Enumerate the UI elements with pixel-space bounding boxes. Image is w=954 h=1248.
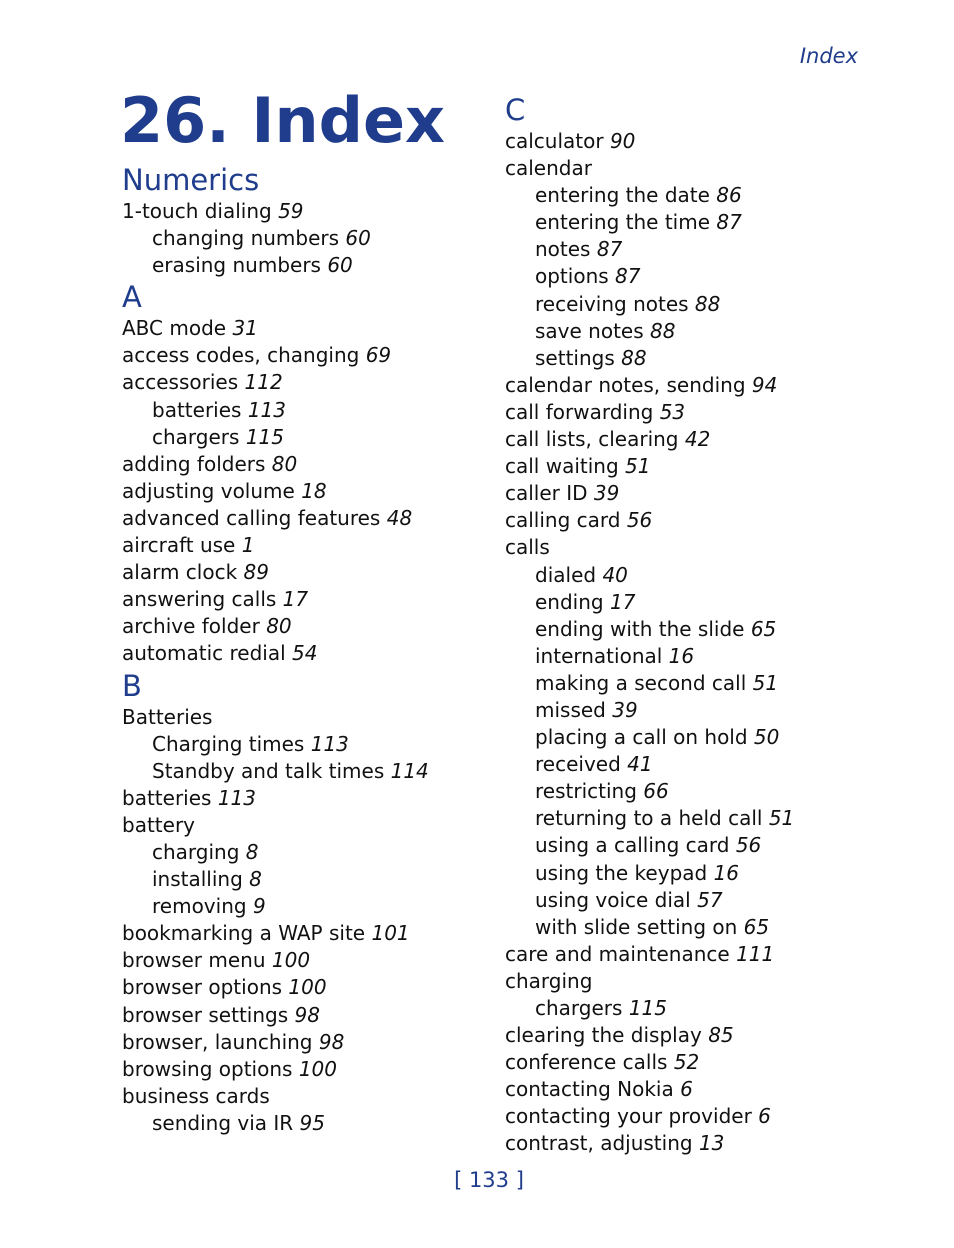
entry-page-ref: 39 [593, 481, 620, 506]
entry-term: using the keypad [535, 860, 708, 885]
section-heading: Numerics [122, 163, 260, 197]
index-entry [505, 372, 794, 399]
entry-page-ref: 17 [282, 587, 309, 612]
entry-term: answering calls [122, 587, 277, 612]
index-subentry [505, 914, 794, 941]
entry-page-ref: 9 [252, 894, 266, 919]
entry-page-ref: 16 [713, 860, 740, 885]
entry-term: clearing the display [505, 1023, 702, 1048]
index-subentry [505, 345, 794, 372]
index-subentry [505, 589, 794, 616]
entry-term: receiving notes [535, 291, 689, 316]
entry-page-ref: 101 [371, 921, 410, 946]
entry-page-ref: 88 [621, 345, 647, 370]
entry-term: alarm clock [122, 560, 238, 585]
index-entry [122, 369, 429, 396]
entry-page-ref: 50 [753, 725, 780, 750]
entry-term: automatic redial [122, 641, 286, 666]
entry-term: making a second call [535, 670, 747, 695]
index-subentry [505, 209, 794, 236]
entry-term: archive folder [122, 614, 260, 639]
entry-page-ref: 53 [659, 399, 686, 424]
chapter-title: 26. Index [120, 84, 446, 157]
entry-term: international [535, 643, 663, 668]
index-entry [505, 968, 794, 995]
index-subentry [122, 893, 429, 920]
index-entry [122, 974, 429, 1001]
entry-term: call forwarding [505, 399, 654, 424]
index-subentry [505, 643, 794, 670]
entry-term: sending via IR [152, 1110, 294, 1135]
index-entry [505, 1130, 794, 1157]
entry-term: care and maintenance [505, 941, 730, 966]
entry-term: erasing numbers [152, 253, 321, 278]
entry-page-ref: 56 [735, 833, 762, 858]
entry-page-ref: 65 [750, 616, 777, 641]
index-entry [122, 1029, 429, 1056]
entry-term: returning to a held call [535, 806, 763, 831]
index-subentry [122, 1110, 429, 1137]
index-subentry [505, 832, 794, 859]
entry-term: Charging times [152, 731, 305, 756]
entry-term: bookmarking a WAP site [122, 921, 366, 946]
index-subentry [505, 805, 794, 832]
index-entry [505, 1022, 794, 1049]
index-entry [122, 315, 429, 342]
index-subentry [505, 724, 794, 751]
entry-term: batteries [122, 785, 212, 810]
entry-page-ref: 51 [768, 806, 795, 831]
entry-term: missed [535, 697, 606, 722]
entry-term: browser settings [122, 1002, 289, 1027]
entry-page-ref: 39 [612, 697, 638, 722]
entry-page-ref: 111 [736, 941, 775, 966]
entry-term: restricting [535, 779, 637, 804]
entry-term: adding folders [122, 451, 266, 476]
entry-term: access codes, changing [122, 343, 360, 368]
entry-page-ref: 69 [365, 343, 392, 368]
index-entry [122, 947, 429, 974]
section-heading: A [122, 280, 142, 315]
entry-page-ref: 98 [318, 1029, 345, 1054]
entry-term: ABC mode [122, 316, 227, 341]
entry-term: business cards [122, 1083, 270, 1108]
entry-page-ref: 16 [668, 643, 695, 668]
entry-term: ending [535, 589, 604, 614]
entry-page-ref: 100 [288, 975, 327, 1000]
index-entry [122, 559, 429, 586]
entry-page-ref: 40 [602, 562, 628, 587]
entry-page-ref: 56 [626, 508, 653, 533]
entry-page-ref: 112 [244, 370, 283, 395]
index-entry [122, 613, 429, 640]
index-entry [122, 342, 429, 369]
entry-page-ref: 114 [390, 758, 429, 783]
entry-page-ref: 90 [609, 129, 636, 153]
index-entry [505, 941, 794, 968]
index-subentry [505, 995, 794, 1022]
index-subentry [505, 318, 794, 345]
entry-term: calculator [505, 129, 604, 153]
entry-term: calling card [505, 508, 621, 533]
entry-page-ref: 6 [758, 1104, 771, 1129]
entry-term: installing [152, 867, 243, 892]
entry-page-ref: 51 [752, 670, 779, 695]
index-entry [122, 532, 429, 559]
entry-term: advanced calling features [122, 505, 381, 530]
entry-term: browser menu [122, 948, 266, 973]
entry-term: options [535, 264, 609, 289]
entry-page-ref: 31 [232, 316, 258, 341]
section-heading: C [505, 93, 526, 127]
index-subentry [122, 758, 429, 785]
entry-term: 1-touch dialing [122, 199, 272, 223]
entry-term: changing numbers [152, 226, 340, 251]
entry-term: calls [505, 535, 550, 560]
entry-term: caller ID [505, 481, 588, 506]
index-entry [505, 453, 794, 480]
entry-term: contacting your provider [505, 1104, 752, 1129]
entry-term: calendar [505, 156, 592, 181]
index-entry [505, 507, 794, 534]
entry-term: browser options [122, 975, 283, 1000]
entry-page-ref: 113 [310, 731, 349, 756]
index-subentry [122, 866, 429, 893]
entry-term: batteries [152, 397, 242, 422]
index-subentry [122, 731, 429, 758]
entry-term: using voice dial [535, 887, 691, 912]
entry-page-ref: 95 [299, 1110, 325, 1135]
entry-term: call waiting [505, 454, 619, 479]
index-entry [505, 155, 794, 182]
entry-page-ref: 54 [292, 641, 318, 666]
section-heading: B [122, 668, 142, 703]
entry-term: contacting Nokia [505, 1077, 674, 1102]
index-subentry [505, 263, 794, 290]
entry-page-ref: 8 [245, 839, 259, 864]
entry-page-ref: 87 [596, 237, 623, 262]
index-subentry [505, 562, 794, 589]
index-entry [122, 920, 429, 947]
entry-term: call lists, clearing [505, 427, 679, 452]
entry-page-ref: 52 [673, 1050, 700, 1075]
index-subentry [505, 236, 794, 263]
entry-page-ref: 41 [627, 752, 653, 777]
entry-term: settings [535, 345, 615, 370]
entry-term: contrast, adjusting [505, 1131, 693, 1156]
entry-term: charging [152, 839, 240, 864]
index-entry [122, 1002, 429, 1029]
entry-term: browser, launching [122, 1029, 313, 1054]
index-entry [122, 451, 429, 478]
running-header: Index [799, 44, 858, 68]
index-column-left [122, 162, 429, 1137]
entry-term: received [535, 752, 621, 777]
entry-term: aircraft use [122, 533, 236, 558]
entry-term: accessories [122, 370, 239, 395]
entry-term: entering the date [535, 183, 710, 208]
entry-page-ref: 85 [708, 1023, 734, 1048]
index-subentry [505, 616, 794, 643]
index-subentry [122, 225, 429, 252]
entry-page-ref: 59 [278, 199, 304, 223]
entry-page-ref: 1 [241, 533, 255, 558]
entry-page-ref: 94 [751, 372, 778, 397]
entry-page-ref: 8 [249, 867, 262, 892]
index-entry [122, 640, 429, 667]
index-subentry [505, 291, 794, 318]
entry-page-ref: 42 [684, 427, 711, 452]
entry-term: calendar notes, sending [505, 372, 746, 397]
index-subentry [122, 839, 429, 866]
index-subentry [122, 397, 429, 424]
entry-page-ref: 57 [697, 887, 723, 912]
index-subentry [505, 860, 794, 887]
entry-term: save notes [535, 318, 644, 343]
index-subentry [505, 182, 794, 209]
index-entry [122, 586, 429, 613]
index-column-right [505, 92, 794, 1158]
index-subentry [505, 697, 794, 724]
index-entry [122, 505, 429, 532]
entry-page-ref: 17 [609, 589, 636, 614]
entry-term: conference calls [505, 1050, 668, 1075]
entry-page-ref: 18 [301, 478, 327, 503]
index-subentry [505, 670, 794, 697]
entry-page-ref: 115 [245, 424, 284, 449]
entry-page-ref: 87 [615, 264, 641, 289]
entry-page-ref: 86 [716, 183, 742, 208]
entry-page-ref: 100 [298, 1056, 337, 1081]
index-entry [505, 426, 794, 453]
entry-term: charging [505, 968, 593, 993]
entry-page-ref: 13 [698, 1131, 725, 1156]
entry-term: chargers [535, 996, 623, 1020]
entry-term: Batteries [122, 704, 213, 729]
entry-page-ref: 100 [271, 948, 311, 973]
entry-page-ref: 88 [650, 318, 676, 343]
entry-page-ref: 65 [743, 914, 770, 939]
entry-term: dialed [535, 562, 597, 587]
index-entry [122, 478, 429, 505]
index-subentry [505, 778, 794, 805]
entry-page-ref: 113 [247, 397, 286, 422]
entry-term: using a calling card [535, 833, 730, 858]
index-entry [122, 1083, 429, 1110]
entry-term: with slide setting on [535, 914, 738, 939]
entry-page-ref: 51 [625, 454, 651, 479]
entry-page-ref: 113 [217, 785, 256, 810]
index-entry [505, 399, 794, 426]
entry-term: entering the time [535, 210, 710, 235]
entry-page-ref: 98 [294, 1002, 320, 1027]
index-subentry [122, 424, 429, 451]
index-entry [122, 1056, 429, 1083]
entry-term: ending with the slide [535, 616, 745, 641]
entry-page-ref: 60 [345, 226, 371, 251]
entry-page-ref: 48 [386, 505, 413, 530]
entry-term: removing [152, 894, 247, 919]
page-number: [ 133 ] [454, 1168, 524, 1192]
index-entry [505, 480, 794, 507]
entry-page-ref: 60 [327, 253, 353, 278]
index-entry [505, 1103, 794, 1130]
entry-page-ref: 80 [271, 451, 298, 476]
entry-term: chargers [152, 424, 240, 449]
index-subentry [505, 887, 794, 914]
index-entry [505, 1049, 794, 1076]
index-entry [122, 198, 429, 225]
index-entry [122, 704, 429, 731]
index-entry [505, 534, 794, 561]
index-entry [505, 1076, 794, 1103]
entry-page-ref: 66 [643, 779, 669, 804]
index-entry [505, 128, 794, 155]
entry-page-ref: 87 [716, 210, 742, 235]
index-subentry [505, 751, 794, 778]
entry-term: battery [122, 812, 195, 837]
index-entry [122, 812, 429, 839]
entry-page-ref: 88 [694, 291, 721, 316]
entry-term: notes [535, 237, 591, 262]
entry-page-ref: 80 [266, 614, 292, 639]
entry-page-ref: 6 [680, 1077, 693, 1102]
index-subentry [122, 252, 429, 279]
entry-term: placing a call on hold [535, 725, 748, 750]
index-entry [122, 785, 429, 812]
entry-term: adjusting volume [122, 478, 295, 503]
entry-page-ref: 115 [628, 996, 667, 1020]
entry-term: Standby and talk times [152, 758, 385, 783]
entry-page-ref: 89 [243, 560, 269, 585]
entry-term: browsing options [122, 1056, 293, 1081]
